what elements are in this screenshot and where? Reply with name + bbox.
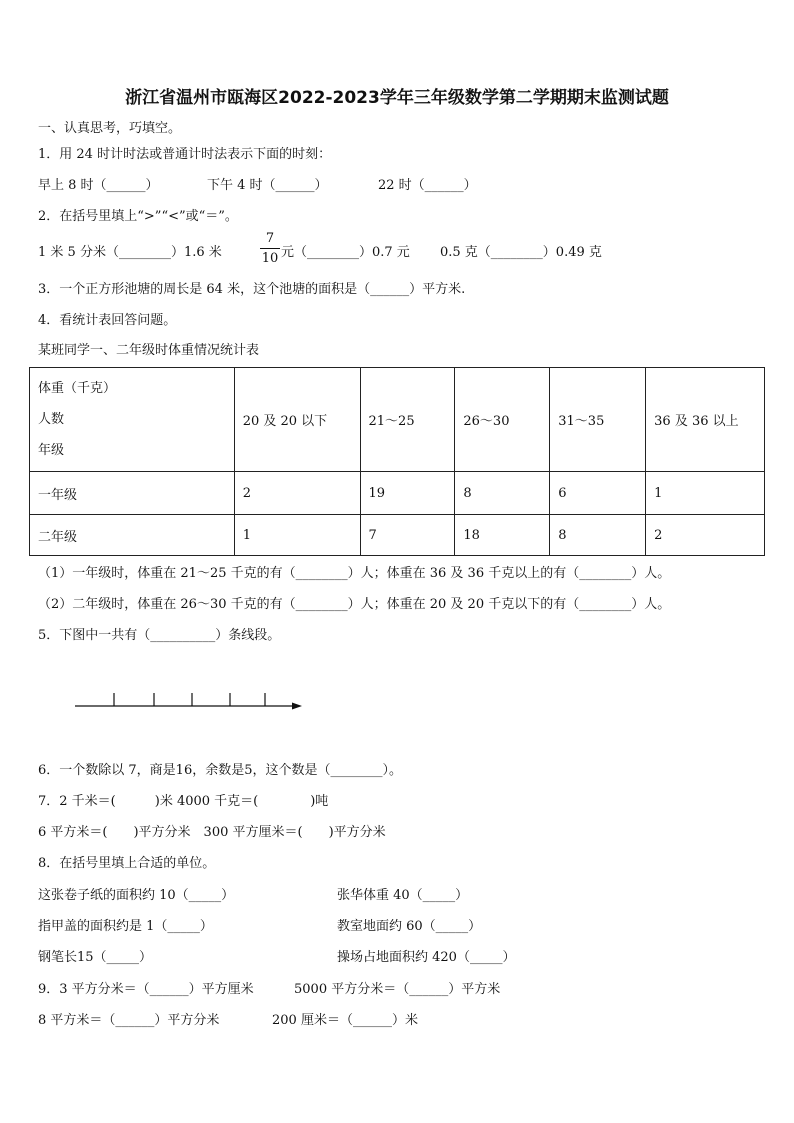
question-1-item-c: 22 时（______）: [378, 178, 477, 193]
corner-label-count: 人数: [38, 412, 65, 427]
table-cell: 19: [360, 472, 455, 515]
question-9-item-b: 5000 平方分米＝（______）平方米: [294, 982, 501, 997]
table-caption: 某班同学一、二年级时体重情况统计表: [38, 343, 260, 358]
question-8-item: 张华体重 40（_____）: [337, 888, 469, 903]
question-8-stem: 8．在括号里填上合适的单位。: [38, 856, 216, 871]
table-cell: 8: [455, 472, 550, 515]
table-cell: 18: [455, 515, 550, 556]
fraction-seven-tenths: [260, 232, 280, 265]
question-2-item-c: 0.5 克（________）0.49 克: [440, 245, 602, 260]
question-7-line-a: 7．2 千米＝( )米 4000 千克＝( )吨: [38, 794, 329, 809]
question-9-item-a: 9．3 平方分米＝（______）平方厘米: [38, 982, 254, 997]
corner-label-grade: 年级: [38, 443, 65, 458]
table-row: [30, 515, 765, 556]
fraction-numerator: 7: [265, 231, 275, 246]
weight-statistics-table: [29, 367, 765, 556]
question-4-sub-1: （1）一年级时，体重在 21～25 千克的有（________）人；体重在 36 及 36 千克以上的有（________）人。: [38, 566, 671, 581]
question-2-item-a: 1 米 5 分米（________）1.6 米: [38, 245, 222, 260]
table-row: [30, 472, 765, 515]
column-header: 31～35: [550, 368, 646, 472]
question-1-item-a: 早上 8 时（______）: [38, 178, 159, 193]
question-9-item-c: 8 平方米＝（______）平方分米: [38, 1013, 220, 1028]
question-7-line-b: 6 平方米＝( )平方分米 300 平方厘米＝( )平方分米: [38, 825, 386, 840]
question-8-item: 指甲盖的面积约是 1（_____）: [38, 919, 213, 934]
question-9-item-d: 200 厘米＝（______）米: [272, 1013, 418, 1028]
table-cell: 6: [550, 472, 646, 515]
question-1-stem: 1．用 24 时计时法或普通计时法表示下面的时刻：: [38, 147, 332, 162]
column-header: 20 及 20 以下: [234, 368, 360, 472]
table-cell: 7: [360, 515, 455, 556]
column-header: 26～30: [455, 368, 550, 472]
table-header-corner: [30, 368, 235, 472]
table-cell: 1: [234, 515, 360, 556]
table-cell: 8: [550, 515, 646, 556]
corner-label-weight: 体重（千克）: [38, 381, 117, 396]
table-cell: 2: [234, 472, 360, 515]
question-1-item-b: 下午 4 时（______）: [207, 178, 328, 193]
table-cell: 1: [646, 472, 765, 515]
question-3: 3．一个正方形池塘的周长是 64 米，这个池塘的面积是（______）平方米.: [38, 282, 466, 297]
question-8-item: 这张卷子纸的面积约 10（_____）: [38, 888, 235, 903]
column-header: 21～25: [360, 368, 455, 472]
question-8-item: 钢笔长15（_____）: [38, 950, 153, 965]
row-label: 一年级: [30, 472, 235, 515]
question-6: 6．一个数除以 7，商是16，余数是5，这个数是（________）。: [38, 763, 402, 778]
question-8-item: 操场占地面积约 420（_____）: [337, 950, 516, 965]
section-heading: 一、认真思考，巧填空。: [38, 121, 182, 136]
question-4-stem: 4．看统计表回答问题。: [38, 313, 177, 328]
question-2-stem: 2．在括号里填上“>”“<”或“＝”。: [38, 209, 238, 224]
table-cell: 2: [646, 515, 765, 556]
line-segment-diagram: [70, 688, 310, 712]
question-8-item: 教室地面约 60（_____）: [337, 919, 482, 934]
column-header: 36 及 36 以上: [646, 368, 765, 472]
question-5: 5．下图中一共有（__________）条线段。: [38, 628, 281, 643]
page-title: 浙江省温州市瓯海区2022-2023学年三年级数学第二学期期末监测试题: [125, 88, 669, 108]
fraction-denominator: 10: [261, 251, 279, 266]
question-4-sub-2: （2）二年级时，体重在 26～30 千克的有（________）人；体重在 20 及 20 千克以下的有（________）人。: [38, 597, 671, 612]
row-label: 二年级: [30, 515, 235, 556]
arrow-head-icon: [292, 703, 302, 710]
table-header-row: [30, 368, 765, 472]
question-2-item-b: 元（________）0.7 元: [281, 245, 410, 260]
